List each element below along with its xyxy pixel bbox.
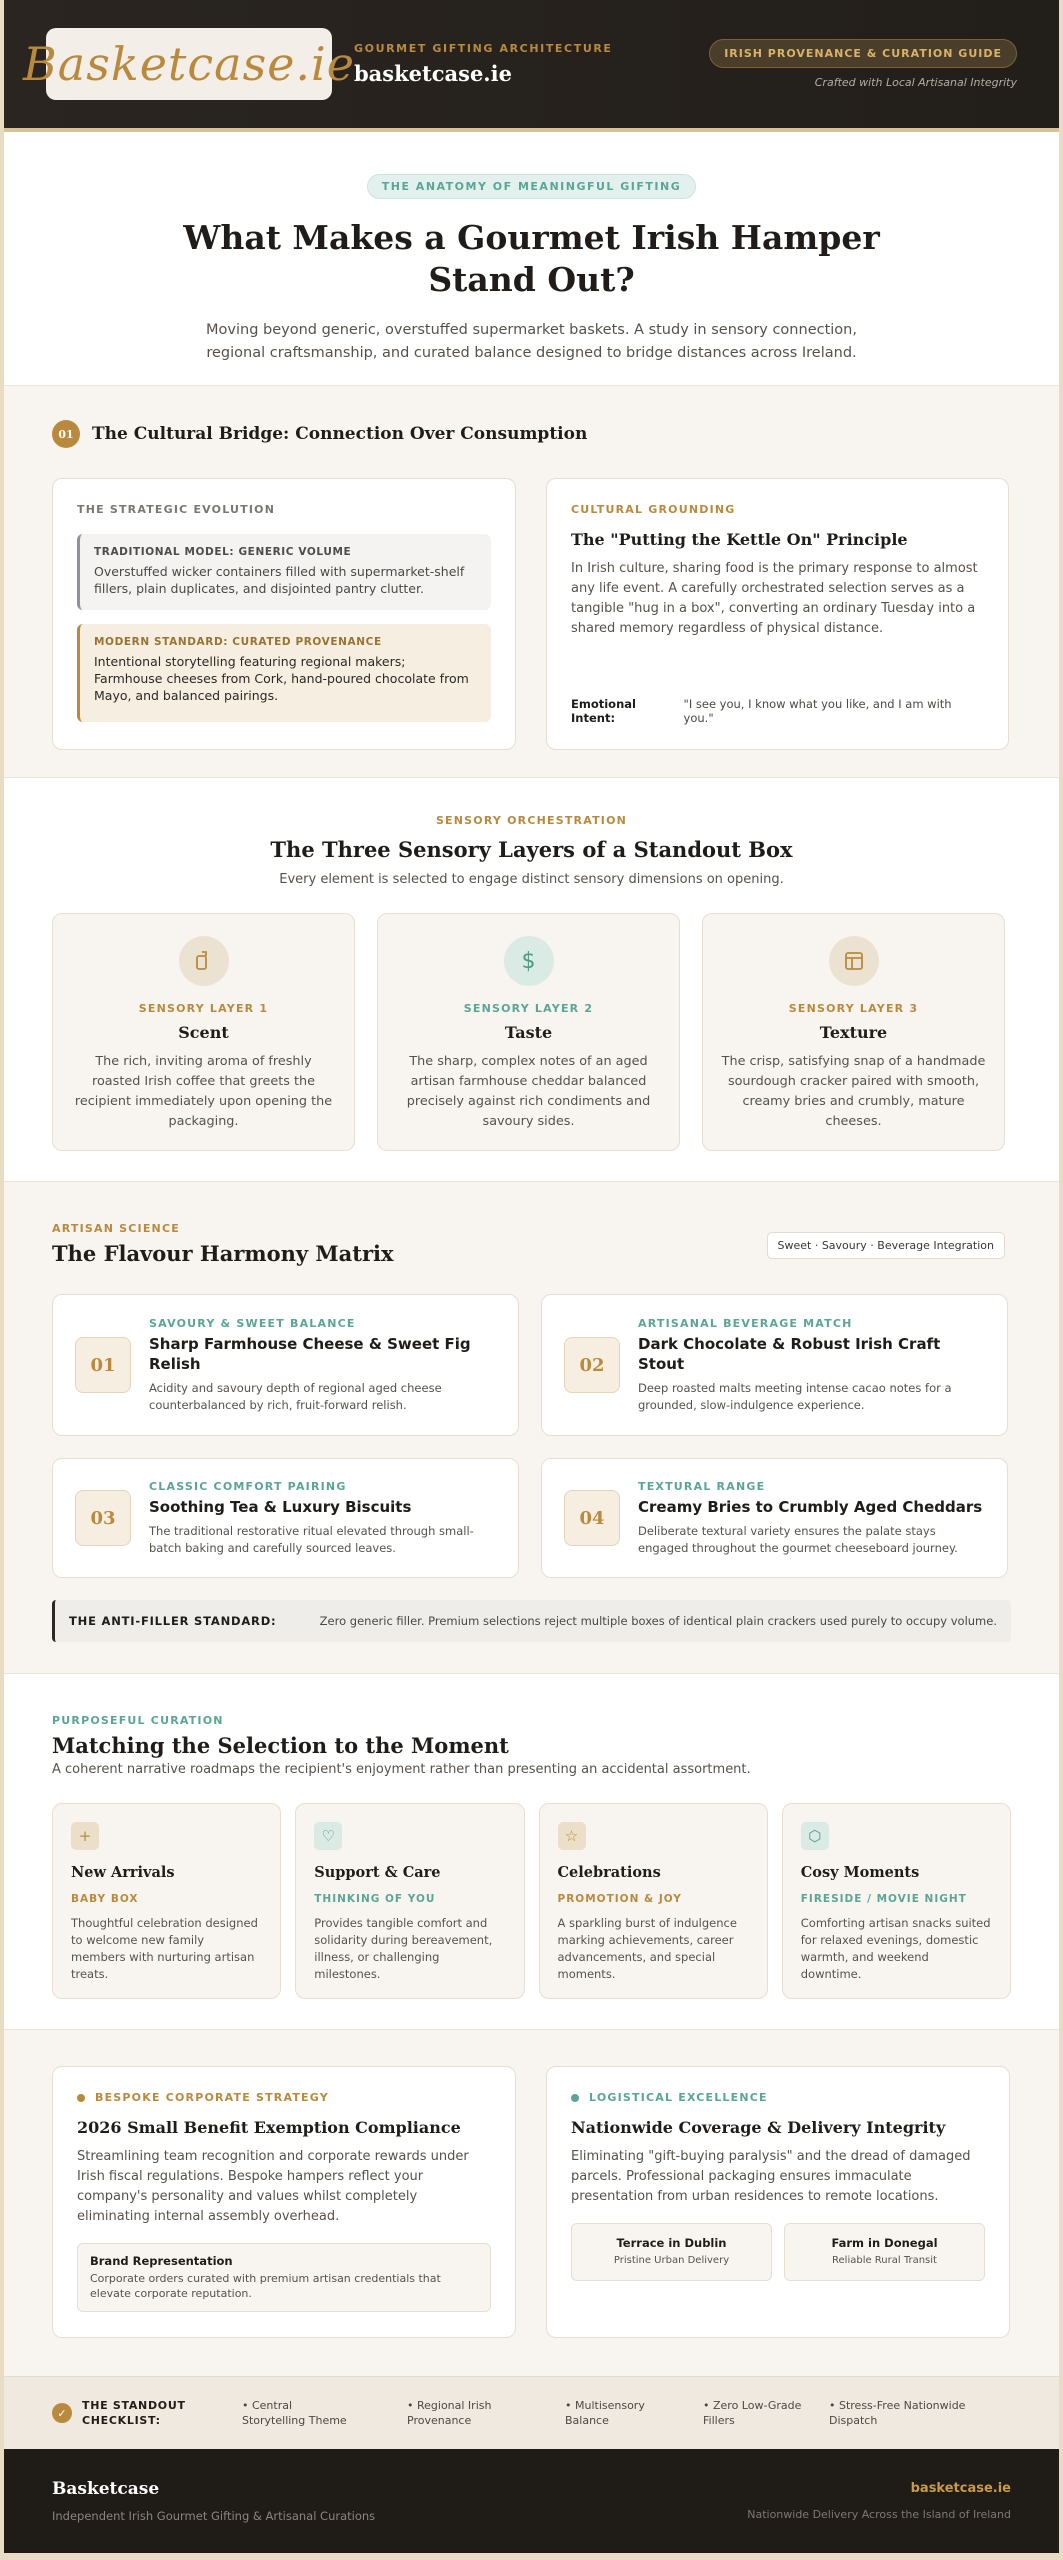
integration-tag: Sweet · Savoury · Beverage Integration [767,1232,1006,1259]
brand-block [354,42,613,86]
hero-section [4,132,1059,386]
moment-title: Celebrations [557,1864,661,1881]
sensory-card-texture [702,913,1005,1151]
model-label: TRADITIONAL MODEL: GENERIC VOLUME [94,546,352,558]
standout-checklist [4,2376,1059,2449]
moments-section [4,1674,1059,2030]
model-text: Intentional storytelling featuring regional makers; Farmhouse cheeses from Cork, hand-poured chocolate from Mayo, and balanced pairings. [94,654,469,703]
location-boxes [571,2223,985,2281]
matrix-number: 04 [564,1490,620,1546]
layer-label: SENSORY LAYER 3 [788,1002,919,1015]
strategic-evolution-card [52,478,516,750]
moment-tag: FIRESIDE / MOVIE NIGHT [800,1893,967,1905]
location-box-donegal [784,2223,985,2281]
site-header [4,0,1059,132]
moment-text: Thoughtful celebration designed to welcome new family members with nurturing artisan treats. [71,1916,258,1981]
layer-label: SENSORY LAYER 2 [463,1002,594,1015]
section-subtitle: A coherent narrative roadmaps the recipient's enjoyment rather than presenting an accidental assortment. [52,1762,751,1777]
layer-label: SENSORY LAYER 1 [138,1002,269,1015]
matrix-text: Deliberate textural variety ensures the palate stays engaged throughout the gourmet cheeseboard journey. [638,1523,958,1555]
matrix-title: Creamy Bries to Crumbly Aged Cheddars [638,1497,983,1516]
section-heading [52,420,1011,448]
matrix-title: Soothing Tea & Luxury Biscuits [149,1497,412,1516]
cup-icon [179,936,229,986]
matrix-text: Deep roasted malts meeting intense cacao notes for a grounded, slow-indulgence experience. [638,1380,952,1412]
checklist-item: • Multisensory Balance [565,2399,645,2427]
heart-icon: ♡ [314,1822,342,1850]
matrix-label: SAVOURY & SWEET BALANCE [149,1316,356,1330]
moment-card-new-arrivals [52,1803,281,1999]
strategy-cards [52,2066,1011,2338]
matrix-text: The traditional restorative ritual elevated through small-batch baking and carefully sourced leaves. [149,1523,474,1555]
sensory-card-taste [377,913,680,1151]
checklist-item: • Central Storytelling Theme [242,2399,347,2427]
card-title: 2026 Small Benefit Exemption Compliance [77,2118,461,2137]
anti-filler-banner [52,1600,1011,1642]
section-title: The Flavour Harmony Matrix [52,1241,394,1266]
matrix-label: ARTISANAL BEVERAGE MATCH [638,1316,853,1330]
card-eyebrow-row [571,2091,985,2104]
layout-icon [829,936,879,986]
footer-brand [52,2479,375,2523]
bullet-dot-icon [77,2094,85,2102]
matrix-card [52,1294,519,1436]
matrix-text: Acidity and savoury depth of regional aged cheese counterbalanced by rich, fruit-forward relish. [149,1380,442,1412]
moment-title: Cosy Moments [800,1864,920,1881]
bullet-dot-icon [571,2094,579,2102]
guide-badge: IRISH PROVENANCE & CURATION GUIDE [709,39,1017,68]
moment-text: Comforting artisan snacks suited for relaxed evenings, domestic warmth, and weekend downtime. [800,1916,991,1981]
emotional-intent-row [571,697,984,725]
checklist-item: • Zero Low-Grade Fillers [703,2399,802,2427]
moment-cards [52,1803,1011,1999]
matrix-body [149,1480,496,1557]
header-subtitle: Crafted with Local Artisanal Integrity [814,76,1017,89]
model-text: Overstuffed wicker containers filled with supermarket-shelf fillers, plain duplicates, and disjointed pantry clutter. [94,564,465,596]
layer-name: Texture [819,1023,888,1042]
moment-tag: THINKING OF YOU [314,1893,436,1905]
strategy-section [4,2030,1059,2376]
card-title: Nationwide Coverage & Delivery Integrity [571,2118,946,2137]
footer-tagline: Independent Irish Gourmet Gifting & Artisanal Curations [52,2509,376,2523]
footer-right [747,2481,1011,2521]
layer-name: Taste [504,1023,553,1042]
section-number-badge: 01 [52,420,80,448]
moment-tag: PROMOTION & JOY [557,1893,682,1905]
logo-text: Basketcase.ie [23,37,355,91]
footer-site-link[interactable]: basketcase.ie [910,2481,1011,2496]
card-eyebrow: LOGISTICAL EXCELLENCE [589,2091,768,2104]
location-title: Terrace in Dublin [616,2236,727,2250]
moment-title: New Arrivals [71,1864,175,1881]
dollar-icon: $ [504,936,554,986]
moment-tag: BABY BOX [71,1893,139,1905]
layer-text: The rich, inviting aroma of freshly roasted Irish coffee that greets the recipient immediately upon opening the packaging. [74,1054,333,1129]
brand-eyebrow: GOURMET GIFTING ARCHITECTURE [354,42,613,55]
site-footer [4,2449,1059,2553]
card-eyebrow: THE STRATEGIC EVOLUTION [77,503,276,516]
moment-title: Support & Care [314,1864,441,1881]
matrix-number: 01 [75,1337,131,1393]
cultural-grounding-card [546,478,1009,750]
sensory-section [4,778,1059,1182]
checklist-item: • Regional Irish Provenance [407,2399,492,2427]
sensory-card-scent [52,913,355,1151]
location-title: Farm in Donegal [831,2236,938,2250]
location-subtitle: Reliable Rural Transit [832,2255,937,2266]
section-eyebrow: SENSORY ORCHESTRATION [435,814,628,827]
card-eyebrow: BESPOKE CORPORATE STRATEGY [95,2091,329,2104]
brand-name: basketcase.ie [354,61,512,86]
intent-quote: "I see you, I know what you like, and I am with you." [683,697,952,725]
matrix-card [52,1458,519,1578]
model-label: MODERN STANDARD: CURATED PROVENANCE [94,636,382,648]
card-body: Streamlining team recognition and corporate rewards under Irish fiscal regulations. Bespoke hampers reflect your company's personality and values whilst completely eliminating internal assembly overhead. [77,2149,469,2224]
hero-badge: THE ANATOMY OF MEANINGFUL GIFTING [367,174,696,199]
matrix-number: 03 [75,1490,131,1546]
card-body: In Irish culture, sharing food is the primary response to almost any life event. A carefully orchestrated selection serves as a tangible "hug in a box", converting an ordinary Tuesday into a shared memory regardless of physical distance. [571,561,978,636]
hero-description: Moving beyond generic, overstuffed supermarket baskets. A study in sensory connection, regional craftsmanship, and curated balance designed to bridge distances across Ireland. [206,322,857,361]
plus-icon: + [71,1822,99,1850]
section-title: The Cultural Bridge: Connection Over Consumption [92,424,588,444]
matrix-body [638,1480,985,1557]
card-body: Eliminating "gift-buying paralysis" and the dread of damaged parcels. Professional packaging ensures immaculate presentation from urban residences to remote locations. [571,2149,971,2204]
logistics-card [546,2066,1010,2338]
traditional-model-box [77,534,491,610]
section-subtitle: Every element is selected to engage distinct sensory dimensions on opening. [279,872,784,887]
header-right [709,39,1017,89]
flavour-matrix-section [4,1182,1059,1674]
matrix-label: CLASSIC COMFORT PAIRING [149,1479,347,1493]
cultural-bridge-section [4,386,1059,778]
section-eyebrow: PURPOSEFUL CURATION [52,1714,224,1727]
matrix-body [638,1317,985,1414]
layer-name: Scent [178,1023,229,1042]
anti-filler-label: THE ANTI-FILLER STANDARD: [69,1614,277,1628]
matrix-number: 02 [564,1337,620,1393]
intent-label: Emotional Intent: [571,697,636,725]
moment-card-celebrations [539,1803,768,1999]
anti-filler-text: Zero generic filler. Premium selections reject multiple boxes of identical plain crackers used purely to occupy volume. [319,1614,997,1628]
check-icon: ✓ [52,2403,72,2423]
layer-text: The sharp, complex notes of an aged artisan farmhouse cheddar balanced precisely against rich condiments and savoury sides. [406,1054,651,1129]
footer-subtitle: Nationwide Delivery Across the Island of Ireland [747,2508,1011,2521]
brand-representation-box [77,2243,491,2312]
matrix-title: Dark Chocolate & Robust Irish Craft Stout [638,1334,941,1373]
modern-standard-box [77,624,491,722]
matrix-card [541,1294,1008,1436]
card-eyebrow-row [77,2091,491,2104]
star-icon: ☆ [558,1822,586,1850]
flavour-matrix [52,1294,1011,1578]
logo[interactable] [23,28,355,100]
section-title: The Three Sensory Layers of a Standout Box [270,837,793,862]
matrix-title: Sharp Farmhouse Cheese & Sweet Fig Relish [149,1334,471,1373]
location-subtitle: Pristine Urban Delivery [613,2255,730,2266]
page [4,0,1059,2553]
matrix-card [541,1458,1008,1578]
checklist-item: • Stress-Free Nationwide Dispatch [829,2399,966,2427]
corporate-strategy-card [52,2066,516,2338]
layer-text: The crisp, satisfying snap of a handmade sourdough cracker paired with smooth, creamy bries and crumbly, mature cheeses. [721,1054,986,1129]
card-eyebrow: CULTURAL GROUNDING [571,503,736,516]
card-title: The "Putting the Kettle On" Principle [571,530,908,549]
rep-text: Corporate orders curated with premium artisan credentials that elevate corporate reputation. [90,2272,441,2300]
section-eyebrow: ARTISAN SCIENCE [52,1222,180,1235]
location-box-dublin [571,2223,772,2281]
page-title: What Makes a Gourmet Irish Hamper Stand Out? [183,218,880,299]
section-title: Matching the Selection to the Moment [52,1733,509,1758]
checklist-label: THE STANDOUT CHECKLIST: [82,2399,186,2427]
moment-text: Provides tangible comfort and solidarity during bereavement, illness, or challenging milestones. [314,1916,493,1981]
rep-title: Brand Representation [90,2254,233,2268]
hexagon-icon: ⬡ [801,1822,829,1850]
moment-card-support [295,1803,524,1999]
bridge-cards [52,478,1011,750]
matrix-label: TEXTURAL RANGE [638,1479,766,1493]
sensory-cards [4,913,1059,1151]
footer-name: Basketcase [52,2479,160,2499]
moment-text: A sparkling burst of indulgence marking achievements, career advancements, and special moments. [557,1916,737,1981]
matrix-body [149,1317,496,1414]
moment-card-cosy [782,1803,1011,1999]
